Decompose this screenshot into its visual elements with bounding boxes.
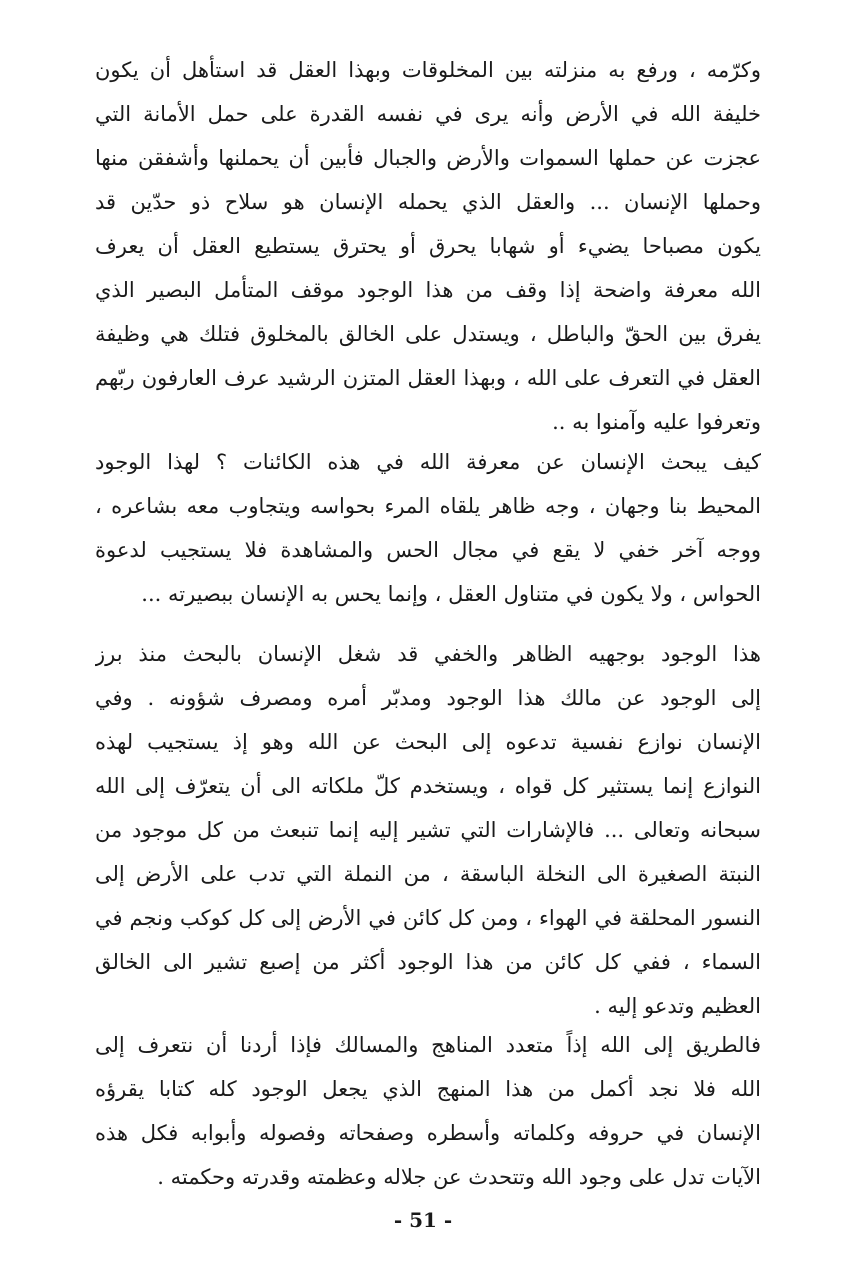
text-line: الإنسان في حروفه وكلماته وأسطره وصفحاته وفصوله وأبوابه فكل هذه [95,1121,761,1145]
text-line: فالطريق إلى الله إذاً متعدد المناهج والمسالك فإذا أردنا أن نتعرف إلى [95,1033,761,1057]
text-line: يكون مصباحا يضيء أو شهابا يحرق أو يحترق يستطيع العقل أن يعرف [95,234,761,258]
text-line: ووجه آخر خفي لا يقع في مجال الحس والمشاهدة فلا يستجيب لدعوة [95,538,761,562]
text-line: إلى الوجود عن مالك هذا الوجود ومدبّر أمره ومصرف شؤونه . وفي [95,686,761,710]
paragraph-1 [95,48,761,444]
paragraph-3 [95,632,761,1028]
text-line: النسور المحلقة في الهواء ، ومن كل كائن في الأرض إلى كل كوكب ونجم في [95,906,761,930]
text-line: يفرق بين الحقّ والباطل ، ويستدل على الخالق بالمخلوق فتلك هي وظيفة [95,322,761,346]
text-line: السماء ، ففي كل كائن من هذا الوجود أكثر من إصبع تشير الى الخالق [95,950,761,974]
text-line: النوازع إنما يستثير كل قواه ، ويستخدم كلّ ملكاته الى أن يتعرّف إلى الله [95,774,761,798]
text-line: العظيم وتدعو إليه . [594,994,761,1018]
text-line: سبحانه وتعالى ... فالإشارات التي تشير إليه إنما تنبعث من كل موجود من [95,818,761,842]
text-line: المحيط بنا وجهان ، وجه ظاهر يلقاه المرء بحواسه ويتجاوب معه بشاعره ، [95,494,761,518]
text-line: الآيات تدل على وجود الله وتتحدث عن جلاله وعظمته وقدرته وحكمته . [157,1165,761,1189]
paragraph-2 [95,440,761,616]
text-line: الله فلا نجد أكمل من هذا المنهج الذي يجعل الوجود كله كتابا يقرؤه [95,1077,761,1101]
text-line: الحواس ، ولا يكون في متناول العقل ، وإنما يحس به الإنسان ببصيرته ... [141,582,761,606]
text-line: هذا الوجود بوجهيه الظاهر والخفي قد شغل الإنسان بالبحث منذ برز [95,642,761,666]
text-line: وحملها الإنسان ... والعقل الذي يحمله الإنسان هو سلاح ذو حدّين قد [95,190,761,214]
page-number: - 51 - [393,1208,453,1232]
text-line: عجزت عن حملها السموات والأرض والجبال فأبين أن يحملنها وأشفقن منها [95,146,761,170]
text-line: الإنسان نوازع نفسية تدعوه إلى البحث عن الله وهو إذ يستجيب لهذه [95,730,761,754]
text-line: كيف يبحث الإنسان عن معرفة الله في هذه الكائنات ؟ لهذا الوجود [95,450,761,474]
text-line: العقل في التعرف على الله ، وبهذا العقل المتزن الرشيد عرف العارفون ربّهم [95,366,761,390]
text-line: وكرّمه ، ورفع به منزلته بين المخلوقات وبهذا العقل قد استأهل أن يكون [95,58,761,82]
text-line: الله معرفة واضحة إذا وقف من هذا الوجود موقف المتأمل البصير الذي [95,278,761,302]
text-line: وتعرفوا عليه وآمنوا به .. [552,410,761,434]
text-line: خليفة الله في الأرض وأنه يرى في نفسه القدرة على حمل الأمانة التي [95,102,761,126]
text-line: النبتة الصغيرة الى النخلة الباسقة ، من النملة التي تدب على الأرض إلى [95,862,761,886]
paragraph-4 [95,1023,761,1199]
